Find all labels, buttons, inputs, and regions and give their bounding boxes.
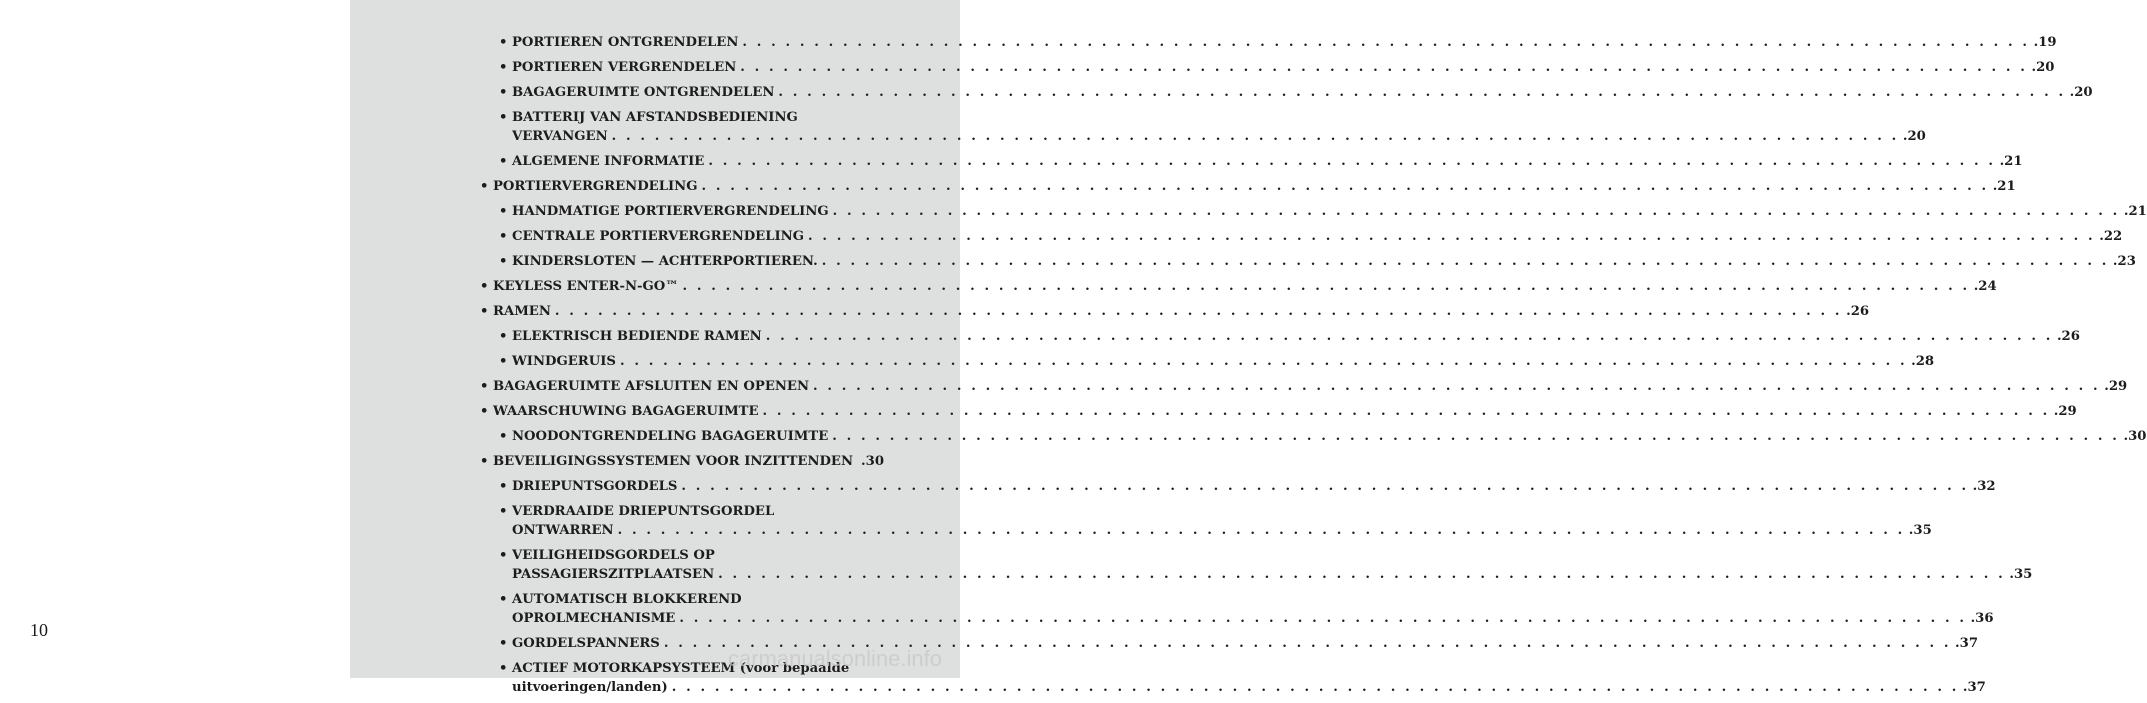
toc-entry-text <box>493 402 2077 421</box>
left-page <box>0 0 350 678</box>
toc-entry[interactable] <box>499 152 2023 171</box>
bullet-icon: • <box>499 504 508 519</box>
toc-entry-line <box>512 252 2136 271</box>
toc-entry[interactable] <box>499 502 1932 540</box>
dot-leader: . . . . . . . . . . . . . . . . . . . . . . . . . . . . . . . . . . . . . . . . . . . . . . . . . . . . . . . . . . . . . . . . . . . . . . . . . . . . . . . . . . . . . . . . . . <box>742 35 2030 50</box>
toc-entry-line <box>512 521 1932 540</box>
toc-entry-page: . 30 <box>2123 427 2146 446</box>
toc-entry[interactable] <box>480 302 1870 321</box>
toc-entry-line <box>493 177 2016 196</box>
toc-entry-text <box>512 252 2136 271</box>
toc-entry-title: WINDGERUIS <box>512 354 616 369</box>
toc-entry-line <box>512 202 2147 221</box>
toc-entry-page: . 29 <box>2054 402 2077 421</box>
toc-entry-page: . 37 <box>1955 634 1978 653</box>
bullet-icon: • <box>499 661 508 676</box>
bullet-icon: • <box>499 229 508 244</box>
watermark: carmanualsonline.info <box>727 646 942 671</box>
toc-entry-title: BEVEILIGINGSSYSTEMEN VOOR INZITTENDEN <box>493 454 854 469</box>
toc-entry-page: . 20 <box>2031 58 2054 77</box>
toc-entry-title: PORTIERVERGRENDELING <box>493 179 698 194</box>
toc-entry[interactable] <box>499 108 1926 146</box>
toc-entry-line <box>493 302 1870 321</box>
toc-entry-title: PORTIEREN VERGRENDELEN <box>512 60 737 75</box>
bullet-icon: • <box>499 254 508 269</box>
toc-entry-page: . 37 <box>1963 678 1986 697</box>
toc-entry-line <box>512 477 1996 496</box>
bullet-icon: • <box>480 304 489 319</box>
toc-entry[interactable] <box>480 377 2128 396</box>
toc-entry-line <box>512 83 2093 102</box>
toc-entry-title: uitvoeringen/landen) <box>512 680 668 695</box>
toc-entry-title: PORTIEREN ONTGRENDELEN <box>512 35 739 50</box>
bullet-icon: • <box>499 110 508 125</box>
toc-entry-title: GORDELSPANNERS <box>512 636 660 651</box>
bullet-icon: • <box>499 429 508 444</box>
toc-panel <box>350 0 2147 695</box>
toc-entry[interactable] <box>499 546 2033 584</box>
toc-entry[interactable] <box>499 477 1996 496</box>
toc-entry[interactable] <box>499 202 2147 221</box>
toc-entry[interactable] <box>499 327 2080 346</box>
toc-entry-text <box>512 202 2147 221</box>
toc-entry-page: . 35 <box>1909 521 1932 540</box>
toc-entry-page: . 21 <box>1993 177 2016 196</box>
toc-entry-line <box>512 33 2057 52</box>
toc-entry-page: . 30 <box>861 452 884 471</box>
toc-entry-title: BAGAGERUIMTE AFSLUITEN EN OPENEN <box>493 379 810 394</box>
toc-entry-title: BATTERIJ VAN AFSTANDSBEDIENING <box>512 110 798 125</box>
toc-entry-title: CENTRALE PORTIERVERGRENDELING <box>512 229 804 244</box>
bullet-icon: • <box>499 85 508 100</box>
toc-entry-text <box>512 590 1994 628</box>
toc-entry-line <box>512 327 2080 346</box>
toc-entry-text <box>493 277 1997 296</box>
toc-entry[interactable] <box>499 352 1935 371</box>
toc-entry-line <box>493 277 1997 296</box>
dot-leader: . . . . . . . . . . . . . . . . . . . . . . . . . . . . . . . . . . . . . . . . . . . . . . . . . . . . . . . . . . . . . . . . . . . . . . . . . . . . . . . . . . . . . . . . . . <box>617 523 1905 538</box>
toc-entry-line <box>493 452 882 471</box>
bullet-icon: • <box>499 35 508 50</box>
dot-leader: . . . . . . . . . . . . . . . . . . . . . . . . . . . . . . . . . . . . . . . . . . . . . . . . . . . . . . . . . . . . . . . . . . . . . . . . . . . . . . . . . . . . . . . . . . <box>808 229 2096 244</box>
toc-entry-line <box>512 352 1935 371</box>
toc-entry-page: . 35 <box>2009 565 2032 584</box>
toc-entry-title: VERVANGEN <box>512 129 608 144</box>
toc-entry-text <box>512 546 2033 584</box>
toc-entry-title: VERDRAAIDE DRIEPUNTSGORDEL <box>512 504 775 519</box>
bullet-icon: • <box>499 204 508 219</box>
toc-entry-text <box>512 108 1926 146</box>
toc-entry-title: PASSAGIERSZITPLAATSEN <box>512 567 715 582</box>
bullet-icon: • <box>499 479 508 494</box>
toc-entry-line <box>493 402 2077 421</box>
dot-leader: . . . . . . . . . . . . . . . . . . . . . . . . . . . . . . . . . . . . . . . . . . . . . . . . . . . . . . . . . . . . . . . . . . . . . . . . . . . . . . . . . . . . . . . . . . <box>619 354 1908 369</box>
toc-entry-page: . 21 <box>2000 152 2023 171</box>
toc-entry-line <box>512 58 2055 77</box>
toc-entry-page: . 36 <box>1971 609 1994 628</box>
toc-entry-line <box>512 127 1926 146</box>
toc-entry-title: ACTIEF MOTORKAPSYSTEEM (voor bepaalde <box>512 661 850 676</box>
toc-entry[interactable] <box>499 33 2057 52</box>
toc-entry-line <box>512 609 1994 628</box>
toc-entry[interactable] <box>480 402 2077 421</box>
dot-leader: . . . . . . . . . . . . . . . . . . . . . . . . . . . . . . . . . . . . . . . . . . . . . . . . . . . . . . . . . . . . . . . . . . . . . . . . . . . . . . . . . . . . . . . . . . <box>708 154 1996 169</box>
bullet-icon: • <box>499 548 508 563</box>
toc-entry-line <box>512 678 1986 697</box>
toc-entry-page: . 32 <box>1973 477 1996 496</box>
toc-entry-line <box>512 502 882 521</box>
toc-entry-line <box>512 546 882 565</box>
bullet-icon: • <box>499 636 508 651</box>
dot-leader: . . . . . . . . . . . . . . . . . . . . . . . . . . . . . . . . . . . . . . . . . . . . . . . . . . . . . . . . . . . . . . . . . . . . . . . . . . . . . . . . . . . . . . . . . . <box>682 279 1970 294</box>
toc-entry-line <box>512 427 2147 446</box>
toc-entry-title: HANDMATIGE PORTIERVERGRENDELING <box>512 204 829 219</box>
toc-entry-title: NOODONTGRENDELING BAGAGERUIMTE <box>512 429 829 444</box>
toc-entry-title: OPROLMECHANISME <box>512 611 676 626</box>
toc-entry-title: BAGAGERUIMTE ONTGRENDELEN <box>512 85 775 100</box>
toc-entry-text <box>493 452 882 471</box>
dot-leader: . . . . . . . . . . . . . . . . . . . . . . . . . . . . . . . . . . . . . . . . . . . . . . . . . . . . . . . . . . . . . . . . . . . . . . . . . . . . . . . . . . . . . . . . . . <box>832 204 2120 219</box>
toc-entry-title: AUTOMATISCH BLOKKEREND <box>512 592 742 607</box>
toc-entry-text <box>512 352 1935 371</box>
bullet-icon: • <box>480 379 489 394</box>
toc-entry-text <box>512 477 1996 496</box>
dot-leader: . . . . . . . . . . . . . . . . . . . . . . . . . . . . . . . . . . . . . . . . . . . . . . . . . . . . . . . . . . . . . . . . . . . . . . . . . . . . . . . . . . . . . . . . . . <box>681 479 1969 494</box>
toc-entry[interactable] <box>499 227 2123 246</box>
toc-entry-text <box>512 152 2023 171</box>
toc-entry[interactable] <box>480 277 1997 296</box>
toc-entry-title: DRIEPUNTSGORDELS <box>512 479 678 494</box>
toc-entry-title: ELEKTRISCH BEDIENDE RAMEN <box>512 329 762 344</box>
toc-entry[interactable] <box>499 58 2055 77</box>
toc-entry-page: . 28 <box>1911 352 1934 371</box>
toc-entry-page: . 26 <box>2057 327 2080 346</box>
toc-entry-text <box>493 377 2128 396</box>
bullet-icon: • <box>499 354 508 369</box>
toc-entry-title: WAARSCHUWING BAGAGERUIMTE <box>493 404 759 419</box>
bullet-icon: • <box>480 279 489 294</box>
toc-entry-text <box>512 83 2093 102</box>
dot-leader: . . . . . . . . . . . . . . . . . . . . . . . . . . . . . . . . . . . . . . . . . . . . . . . . . . . . . . . . . . . . . . . . . . . . . . . . . . . . . . . . . . . . . . . . . . <box>701 179 1989 194</box>
toc-entry-page: . 20 <box>1903 127 1926 146</box>
toc-entry-text <box>493 177 2016 196</box>
toc-entry-page: . 24 <box>1974 277 1997 296</box>
dot-leader: . . . . . . . . . . . . . . . . . . . . . . . . . . . . . . . . . . . . . . . . . . . . . . . . . . . . . . . . . . . . . . . . . . . . . . . . . . . . . . . . . . . . . . . . . . <box>611 129 1899 144</box>
toc-entry-page: . 29 <box>2104 377 2127 396</box>
dot-leader: . . . . . . . . . . . . . . . . . . . . . . . . . . . . . . . . . . . . . . . . . . . . . . . . . . . . . . . . . . . . . . . . . . . . . . . . . . . . . . . . . . . . . . . . . . <box>663 636 1952 651</box>
toc-entry[interactable] <box>499 590 1994 628</box>
dot-leader: . . . . . . . . . . . . . . . . . . . . . . . . . . . . . . . . . . . . . . . . . . . . . . . . . . . . . . . . . . . . . . . . . . . . . . . . . . . . . . . . . . . . . . . . . . <box>679 611 1967 626</box>
toc-entry-title: ONTWARREN <box>512 523 614 538</box>
toc-entry-text <box>512 227 2123 246</box>
toc-entry-line <box>512 565 2033 584</box>
toc-entry-line <box>493 377 2128 396</box>
toc-entry-line <box>512 590 882 609</box>
bullet-icon: • <box>499 329 508 344</box>
toc-entry-page: . 19 <box>2034 33 2057 52</box>
dot-leader: . . . . . . . . . . . . . . . . . . . . . . . . . . . . . . . . . . . . . . . . . . . . . . . . . . . . . . . . . . . . . . . . . . . . . . . . . . . . . . . . . . . . . . . . . . <box>821 254 2109 269</box>
dot-leader: . . . . . . . . . . . . . . . . . . . . . . . . . . . . . . . . . . . . . . . . . . . . . . . . . . . . . . . . . . . . . . . . . . . . . . . . . . . . . . . . . . . . . . . . . . <box>813 379 2101 394</box>
bullet-icon: • <box>480 179 489 194</box>
toc-entry-text <box>512 33 2057 52</box>
toc-entry[interactable] <box>480 452 882 471</box>
dot-leader: . . . . . . . . . . . . . . . . . . . . . . . . . . . . . . . . . . . . . . . . . . . . . . . . . . . . . . . . . . . . . . . . . . . . . . . . . . . . . . . . . . . . . . . . . . <box>718 567 2006 582</box>
dot-leader: . . . . . . . . . . . . . . . . . . . . . . . . . . . . . . . . . . . . . . . . . . . . . . . . . . . . . . . . . . . . . . . . . . . . . . . . . . . . . . . . . . . . . . . . . . <box>554 304 1843 319</box>
toc-entry-line <box>512 227 2123 246</box>
toc-entry[interactable] <box>499 252 2136 271</box>
toc-entry-title: VEILIGHEIDSGORDELS OP <box>512 548 715 563</box>
bullet-icon: • <box>499 154 508 169</box>
toc-entry-text <box>493 302 1870 321</box>
toc-entry-page: . 20 <box>2070 83 2093 102</box>
toc-entry-page: . 23 <box>2113 252 2136 271</box>
toc-entry-title: KEYLESS ENTER-N-GO™ <box>493 279 679 294</box>
bullet-icon: • <box>480 404 489 419</box>
toc-entry-title: ALGEMENE INFORMATIE <box>512 154 705 169</box>
toc-entry-text <box>512 58 2055 77</box>
dot-leader: . . . . . . . . . . . . . . . . . . . . . . . . . . . . . . . . . . . . . . . . . . . . . . . . . . . . . . . . . . . . . . . . . . . . . . . . . . . . . . . . . . . . . . . . . . <box>671 680 1959 695</box>
bullet-icon: • <box>499 592 508 607</box>
toc-entry[interactable] <box>499 83 2093 102</box>
dot-leader: . . . . . . . . . . . . . . . . . . . . . . . . . . . . . . . . . . . . . . . . . . . . . . . . . . . . . . . . . . . . . . . . . . . . . . . . . . . . . . . . . . . . . . . . . . <box>778 85 2066 100</box>
toc-entry-line <box>512 108 882 127</box>
table-of-contents <box>480 33 2147 703</box>
toc-entry-text <box>512 427 2147 446</box>
toc-entry[interactable] <box>499 427 2147 446</box>
toc-entry-page: . 22 <box>2099 227 2122 246</box>
toc-entry-text <box>512 327 2080 346</box>
dot-leader: . . . . . . . . . . . . . . . . . . . . . . . . . . . . . . . . . . . . . . . . . . . . . . . . . . . . . . . . . . . . . . . . . . . . . . . . . . . . . . . . . . . . . . . . . . <box>832 429 2120 444</box>
toc-entry-title: KINDERSLOTEN — ACHTERPORTIEREN. <box>512 254 818 269</box>
toc-entry-page: . 21 <box>2124 202 2147 221</box>
toc-entry-line <box>512 152 2023 171</box>
toc-entry-title: RAMEN <box>493 304 551 319</box>
dot-leader: . . . . . . . . . . . . . . . . . . . . . . . . . . . . . . . . . . . . . . . . . . . . . . . . . . . . . . . . . . . . . . . . . . . . . . . . . . . . . . . . . . . . . . . . . . <box>740 60 2028 75</box>
bullet-icon: • <box>480 454 489 469</box>
dot-leader: . . . . . . . . . . . . . . . . . . . . . . . . . . . . . . . . . . . . . . . . . . . . . . . . . . . . . . . . . . . . . . . . . . . . . . . . . . . . . . . . . . . . . . . . . . <box>765 329 2053 344</box>
toc-entry-text <box>512 502 1932 540</box>
toc-entry-page: . 26 <box>1846 302 1869 321</box>
toc-entry[interactable] <box>480 177 2016 196</box>
page-number: 10 <box>30 620 48 640</box>
dot-leader: . . . . . . . . . . . . . . . . . . . . . . . . . . . . . . . . . . . . . . . . . . . . . . . . . . . . . . . . . . . . . . . . . . . . . . . . . . . . . . . . . . . . . . . . . . <box>762 404 2050 419</box>
bullet-icon: • <box>499 60 508 75</box>
